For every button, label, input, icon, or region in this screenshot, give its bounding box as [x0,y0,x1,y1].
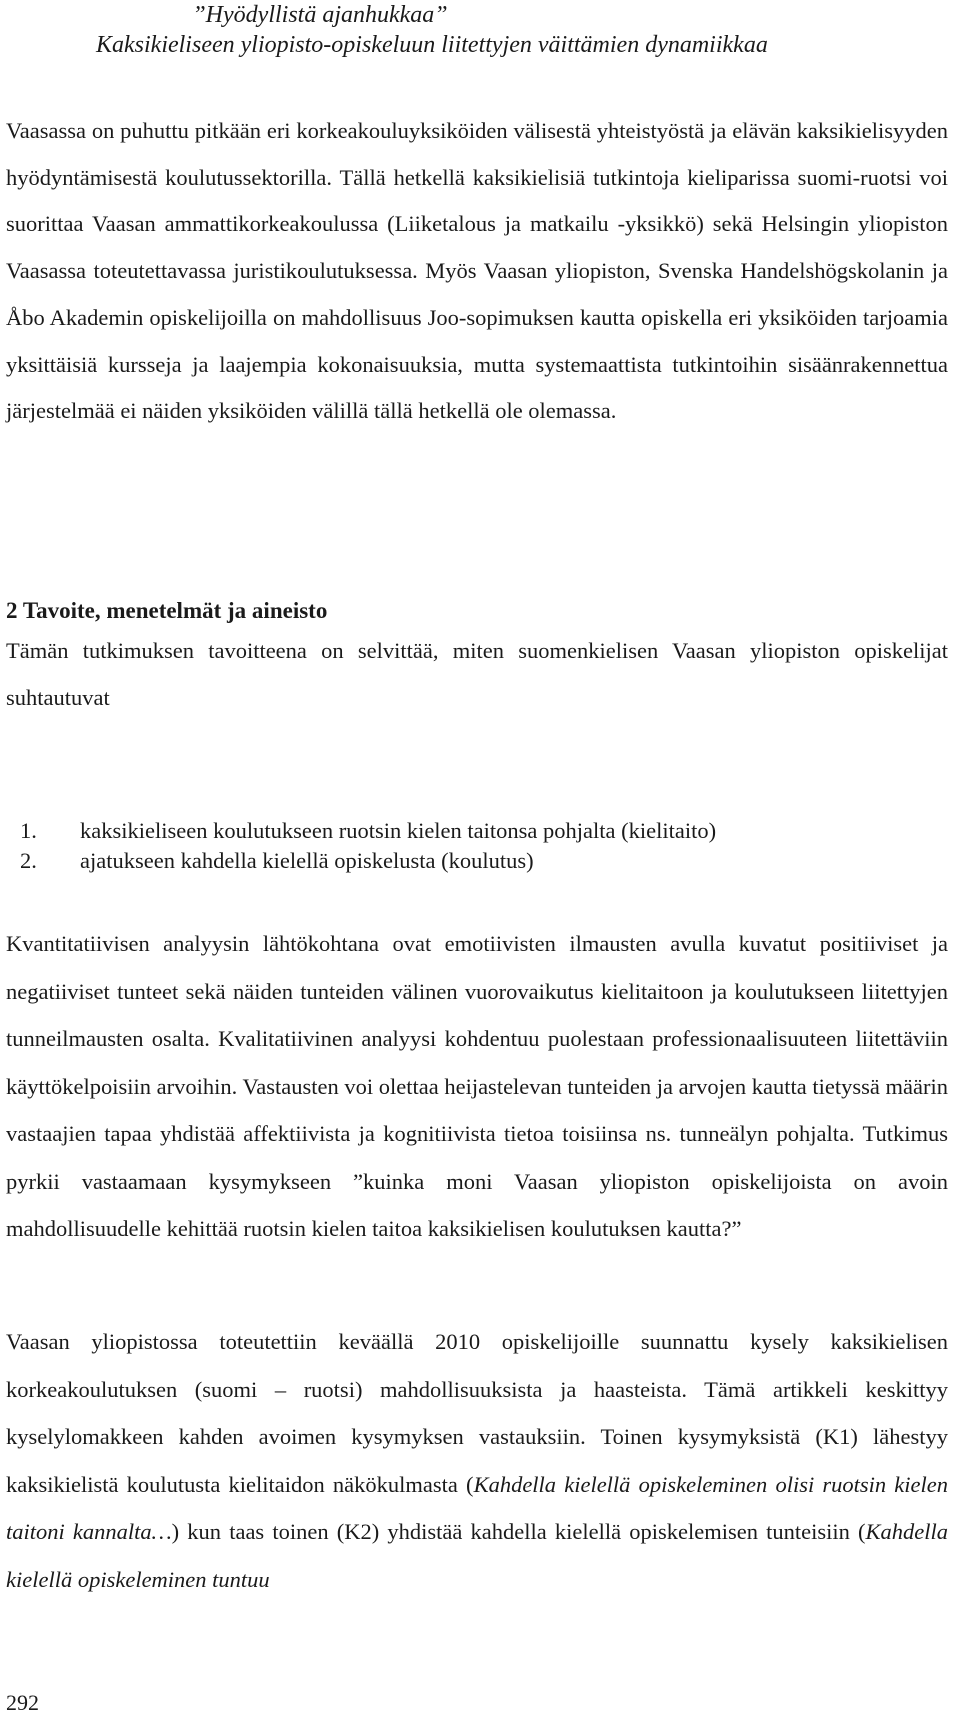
header-subtitle: Kaksikieliseen yliopisto-opiskeluun liitettyjen väittämien dynamiikkaa [96,32,768,58]
list-item-number: 2. [20,848,37,873]
paragraph-intro: Vaasassa on puhuttu pitkään eri korkeakouluyksiköiden välisestä yhteistyöstä ja elävän kaksikielisyyden hyödyntämisestä koulutussektorilla. Tällä hetkellä kaksikielisiä tutkintoja kieliparissa suomi-ruotsi voi suorittaa Vaasan ammattikorkeakoulussa (Liiketalous ja matkailu -yksikkö) sekä Helsingin yliopiston Vaasassa toteutettavassa juristikoulutuksessa. Myös Vaasan yliopiston, Svenska Handelshögskolanin ja Åbo Akademin opiskelijoilla on mahdollisuus Joo-sopimuksen kautta opiskella eri yksiköiden tarjoamia yksittäisiä kursseja ja laajempia kokonaisuuksia, mutta systemaattista tutkintoihin sisäänrakennettua järjestelmää ei näiden yksiköiden välillä tällä hetkellä ole olemassa. [6,118,948,424]
list-item-text: kaksikieliseen koulutukseen ruotsin kielen taitonsa pohjalta (kielitaito) [80,818,717,843]
page-number: 292 [6,1690,39,1715]
list-item-number: 1. [20,818,37,843]
list-item-text: ajatukseen kahdella kielellä opiskelusta (koulutus) [80,848,534,873]
paragraph-text: Vaasan yliopistossa toteutettiin keväällä 2010 opiskelijoille suunnattu kysely kaksikielisen korkeakoulutuksen (suomi – ruotsi) mahdollisuuksista ja haasteista. Tämä artikkeli keskittyy kyselylomakkeen kahden avoimen kysymyksen vastauksiin. Toinen kysymyksistä (K1) lähestyy kaksikielistä koulutusta kielitaidon näkökulmasta ( [6,1329,948,1497]
section-heading: 2 Tavoite, menetelmät ja aineisto [6,598,328,623]
paragraph-analysis: Kvantitatiivisen analyysin lähtökohtana ovat emotiivisten ilmausten avulla kuvatut positiiviset ja negatiiviset tunteet sekä näiden tunteiden välinen vuorovaikutus kielitaitoon ja koulutukseen liitettyjen tunneilmausten osalta. Kvalitatiivinen analyysi kohdentuu puolestaan professionaalisuuteen liitettäviin käyttökelpoisiin arvoihin. Vastausten voi olettaa heijastelevan tunteiden ja arvojen kautta tietyssä määrin vastaajien tapaa yhdistää affektiivista ja kognitiivista tietoa toisiinsa ns. tunneälyn pohjalta. Tutkimus pyrkii vastaamaan kysymykseen ”kuinka moni Vaasan yliopiston opiskelijoista on avoin mahdollisuudelle kehittää ruotsin kielen taitoa kaksikielisen koulutuksen kautta?” [6,931,948,1241]
paragraph-text: ) kun taas toinen (K2) yhdistää kahdella kielellä opiskelemisen tunteisiin ( [171,1519,866,1544]
paragraph-italic-quote: Kahdella kielellä opiskeleminen olisi ruotsin kielen taitoni kannalta… [6,1471,949,1544]
paragraph-data [6,1318,948,1603]
header-title: ”Hyödyllistä ajanhukkaa” [192,2,448,28]
paragraph-aim: Tämän tutkimuksen tavoitteena on selvittää, miten suomenkielisen Vaasan yliopiston opiskelijat suhtautuvat [6,638,948,710]
paragraph-italic-quote: Kahdella kielellä opiskeleminen tuntuu [6,1519,948,1592]
